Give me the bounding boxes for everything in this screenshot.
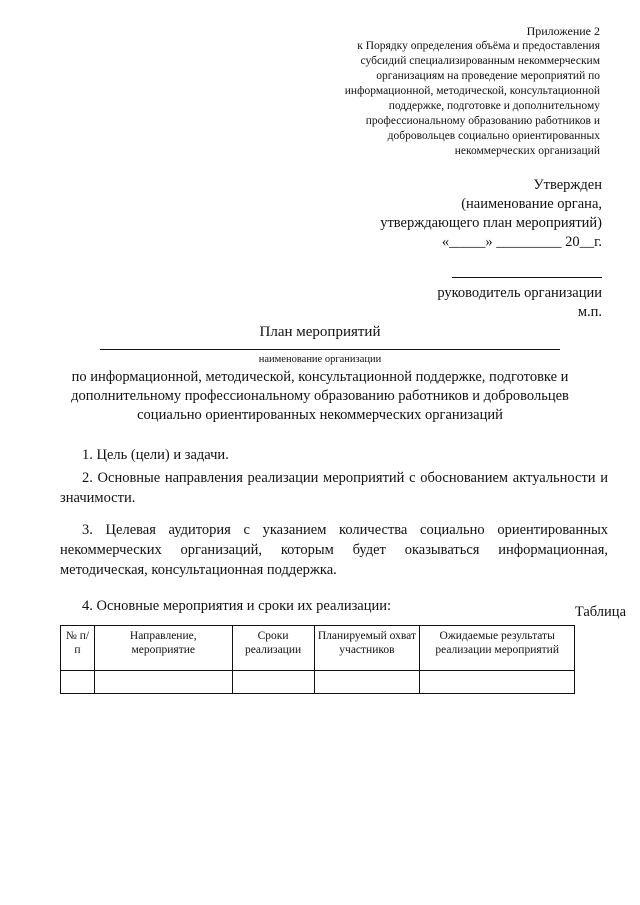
appendix-line: поддержке, подготовке и дополнительному <box>388 100 600 112</box>
signature-line <box>452 277 602 278</box>
appendix-line: добровольцев социально ориентированных <box>387 130 600 142</box>
appendix-line: некоммерческих организаций <box>454 145 600 157</box>
appendix-line: информационной, методической, консультационной <box>344 85 600 97</box>
column-header-number: № п/п <box>61 626 95 671</box>
head-caption: руководитель организации <box>437 285 602 301</box>
page-title: План мероприятий <box>259 324 381 340</box>
head-signature-block <box>342 284 602 322</box>
table-cell <box>94 671 232 694</box>
column-header-results: Ожидаемые результаты реализации мероприятий <box>420 626 575 671</box>
table-label: Таблица <box>574 604 626 620</box>
section-directions: 2. Основные направления реализации мероприятий с обоснованием актуальности и значимости. <box>60 470 608 506</box>
plan-subtitle <box>40 368 600 425</box>
column-header-timing: Сроки реализации <box>232 626 314 671</box>
appendix-number: Приложение 2 <box>526 24 600 38</box>
table-cell <box>61 671 95 694</box>
subtitle-line: по информационной, методической, консультационной поддержке, подготовке и <box>71 369 569 385</box>
activities-table <box>60 625 575 694</box>
organization-name-line <box>100 349 560 350</box>
appendix-line: организациям на проведение мероприятий по <box>376 70 600 82</box>
section-goals: 1. Цель (цели) и задачи. <box>82 447 229 463</box>
approving-body-caption-2: утверждающего план мероприятий) <box>380 215 602 231</box>
column-header-activity: Направление, мероприятие <box>94 626 232 671</box>
table-header-row <box>61 626 575 671</box>
approval-block <box>302 176 602 252</box>
table-cell <box>232 671 314 694</box>
subtitle-line: дополнительному профессиональному образованию работников и добровольцев <box>71 388 569 404</box>
section-target-audience: 3. Целевая аудитория с указанием количества социально ориентированных некоммерческих организаций, которым будет оказываться информационная, методическая, консультационная поддержка. <box>60 522 608 578</box>
table-cell <box>420 671 575 694</box>
column-header-coverage: Планируемый охват участников <box>314 626 420 671</box>
approval-date: «_____» _________ 20__г. <box>441 234 602 250</box>
stamp-place: м.п. <box>577 304 602 320</box>
appendix-line: к Порядку определения объёма и предоставления <box>357 40 600 52</box>
table-row <box>61 671 575 694</box>
appendix-header <box>300 24 600 159</box>
subtitle-line: социально ориентированных некоммерческих организаций <box>137 407 503 423</box>
appendix-line: профессиональному образованию работников и <box>365 115 600 127</box>
table-cell <box>314 671 420 694</box>
section-main-activities: 4. Основные мероприятия и сроки их реализации: <box>82 598 392 614</box>
approving-body-caption: (наименование органа, <box>461 196 602 212</box>
appendix-line: субсидий специализированным некоммерческим <box>360 55 600 67</box>
organization-name-caption: наименование организации <box>258 354 382 365</box>
approved-label: Утвержден <box>533 177 602 193</box>
